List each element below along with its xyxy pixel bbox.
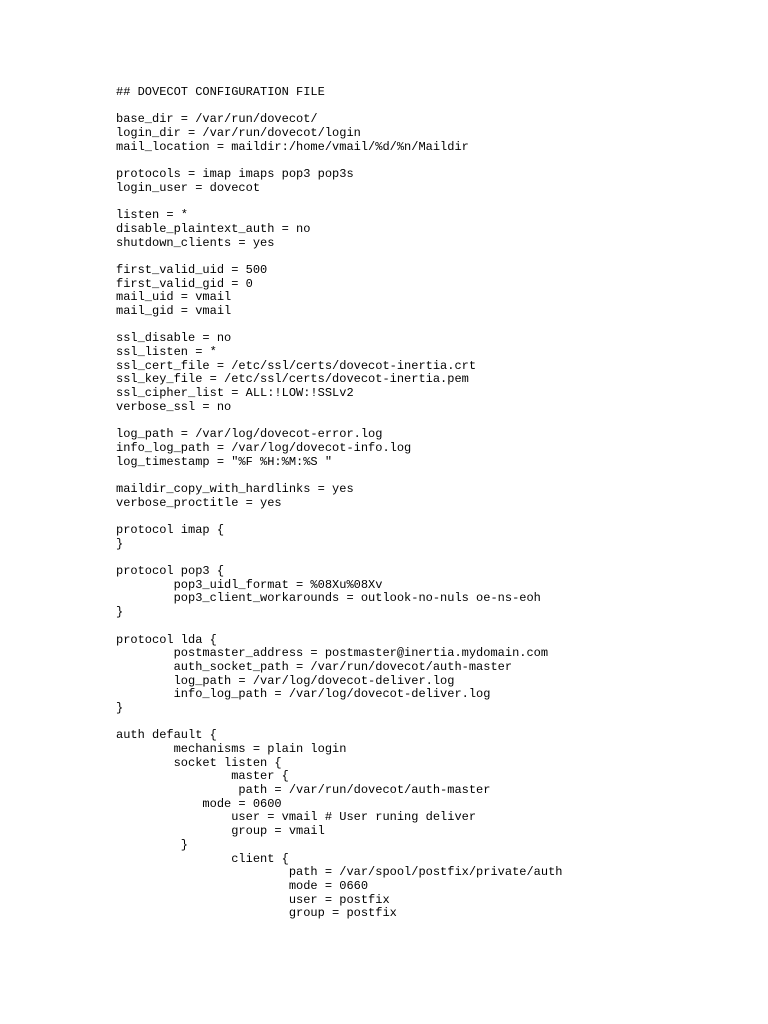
config-line: ssl_disable = no [116,331,232,346]
config-file-text [116,86,562,921]
config-line: first_valid_uid = 500 [116,262,268,277]
config-line: auth_socket_path = /var/run/dovecot/auth-master [116,659,513,674]
config-line: first_valid_gid = 0 [116,276,253,291]
config-line: mail_gid = vmail [116,304,232,318]
config-line: maildir_copy_with_hardlinks = yes [116,481,354,496]
config-line: ssl_cert_file = /etc/ssl/certs/dovecot-inertia.crt [116,358,477,373]
config-line: disable_plaintext_auth = no [116,221,311,236]
config-line: log_path = /var/log/dovecot-error.log [116,427,383,442]
config-line [116,154,562,168]
config-line: } [116,605,124,620]
config-line: ssl_key_file = /etc/ssl/certs/dovecot-inertia.pem [116,372,469,387]
config-line [116,620,562,634]
config-line: mode = 0600 [116,796,282,811]
config-line: group = vmail [116,824,325,839]
config-line: login_user = dovecot [116,180,261,195]
config-line: auth default { [116,728,217,743]
config-line [116,510,562,524]
config-line: base_dir = /var/run/dovecot/ [116,112,318,127]
config-line: log_path = /var/log/dovecot-deliver.log [116,673,455,688]
config-line: postmaster_address = postmaster@inertia.mydomain.com [116,646,549,661]
config-line [116,469,562,483]
config-line: mail_uid = vmail [116,290,232,305]
config-line: shutdown_clients = yes [116,235,275,250]
config-line: path = /var/spool/postfix/private/auth [116,865,563,880]
config-line [116,250,562,264]
config-line [116,551,562,565]
config-line [116,100,562,114]
config-line: verbose_proctitle = yes [116,495,282,510]
config-line: mode = 0660 [116,878,369,893]
config-line: protocol lda { [116,632,217,647]
config-line: user = vmail # User runing deliver [116,810,477,825]
config-line: protocol pop3 { [116,564,225,579]
config-line: mechanisms = plain login [116,742,347,756]
config-line: pop3_client_workarounds = outlook-no-nuls oe-ns-eoh [116,591,541,606]
config-line: protocols = imap imaps pop3 pop3s [116,167,354,182]
config-line: verbose_ssl = no [116,399,232,414]
config-line: ssl_cipher_list = ALL:!LOW:!SSLv2 [116,386,354,401]
config-line: client { [116,851,289,866]
config-line: mail_location = maildir:/home/vmail/%d/%n/Maildir [116,139,469,154]
config-line: group = postfix [116,906,397,921]
config-line: login_dir = /var/run/dovecot/login [116,126,361,141]
config-line: } [116,837,189,852]
config-line: } [116,700,124,715]
config-line: info_log_path = /var/log/dovecot-info.log [116,440,412,455]
config-line: ssl_listen = * [116,345,217,360]
config-line: protocol imap { [116,523,225,537]
config-line: user = postfix [116,892,390,907]
config-line [116,415,562,429]
config-line: log_timestamp = "%F %H:%M:%S " [116,454,333,469]
config-line: ## DOVECOT CONFIGURATION FILE [116,85,325,99]
config-line [116,319,562,333]
config-line [116,716,562,730]
config-line: socket listen { [116,755,282,770]
config-line: listen = * [116,208,189,223]
config-line [116,196,562,210]
config-line: path = /var/run/dovecot/auth-master [116,783,491,798]
config-line: master { [116,769,289,784]
config-line: } [116,536,124,551]
config-line: pop3_uidl_format = %08Xu%08Xv [116,577,383,592]
config-line: info_log_path = /var/log/dovecot-deliver.log [116,687,491,702]
